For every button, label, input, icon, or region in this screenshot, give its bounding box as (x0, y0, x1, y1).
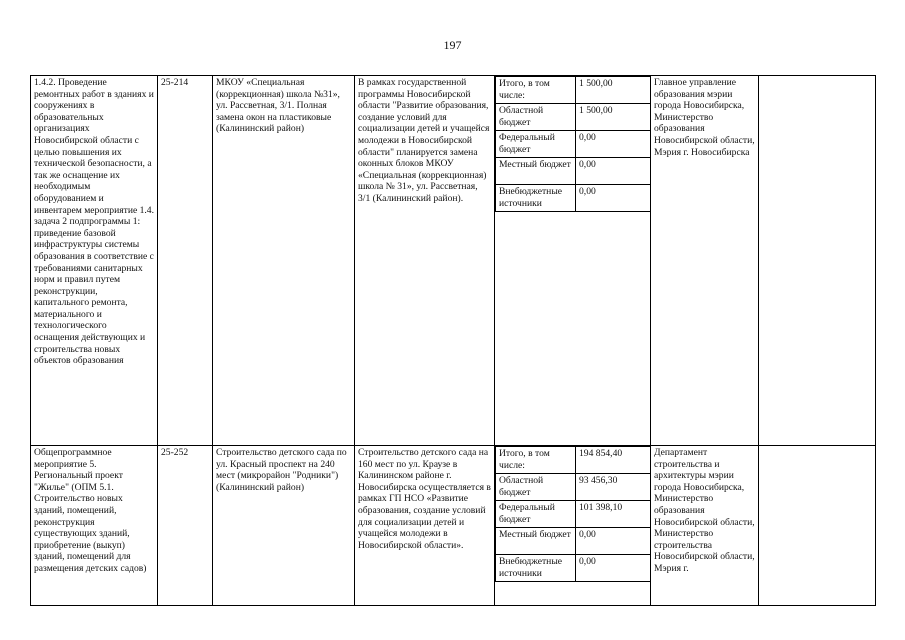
extra-cell (759, 76, 876, 446)
finance-value: 194 854,40 (576, 447, 651, 474)
table-row (31, 446, 876, 606)
finance-label: Областной бюджет (496, 104, 576, 131)
code-cell: 25-214 (158, 76, 213, 446)
finance-row (496, 77, 651, 104)
finance-table (495, 76, 651, 212)
finance-label: Местный бюджет (496, 158, 576, 185)
program-table (30, 75, 876, 606)
finance-table (495, 446, 651, 582)
finance-value: 1 500,00 (576, 77, 651, 104)
code-cell: 25-252 (158, 446, 213, 606)
finance-label: Областной бюджет (496, 474, 576, 501)
description-cell: Строительство детского сада на 160 мест по ул. Краузе в Калининском районе г. Новосибирска осуществляется в рамках ГП НСО «Развитие образования, создание условий для социализации детей и учащейся молодежи в Новосибирской области». (355, 446, 495, 606)
finance-value: 0,00 (576, 555, 651, 582)
finance-label: Местный бюджет (496, 528, 576, 555)
finance-row (496, 158, 651, 185)
object-cell: МКОУ «Специальная (коррекционная) школа №31», ул. Рассветная, 3/1. Полная замена окон на пластиковые (Калининский район) (213, 76, 355, 446)
object-cell: Строительство детского сада по ул. Красный проспект на 240 мест (микрорайон "Родники") (Калининский район) (213, 446, 355, 606)
finance-value: 93 456,30 (576, 474, 651, 501)
finance-label: Внебюджетные источники (496, 185, 576, 212)
finance-value: 1 500,00 (576, 104, 651, 131)
finance-cell (495, 76, 651, 446)
finance-row (496, 185, 651, 212)
responsible-cell: Департамент строительства и архитектуры мэрии города Новосибирска, Министерство образования Новосибирской области, Министерство строительства Новосибирской области, Мэрия г. (651, 446, 759, 606)
finance-value: 0,00 (576, 185, 651, 212)
finance-row (496, 555, 651, 582)
description-cell: В рамках государственной программы Новосибирской области "Развитие образования, создание условий для социализации детей и учащейся молодежи в Новосибирской области" планируется замена оконных блоков МКОУ «Специальная (коррекционная) школа № 31», ул. Рассветная, 3/1 (Калининский район). (355, 76, 495, 446)
finance-cell (495, 446, 651, 606)
finance-row (496, 104, 651, 131)
finance-value: 0,00 (576, 528, 651, 555)
page-number: 197 (443, 38, 462, 52)
finance-row (496, 131, 651, 158)
activity-cell: Общепрограммное мероприятие 5. Региональный проект "Жилье" (ОПМ 5.1. Строительство новых зданий, помещений, реконструкция существующих зданий, приобретение (выкуп) зданий, помещений для размещения детских садов) (31, 446, 158, 606)
activity-cell: 1.4.2. Проведение ремонтных работ в зданиях и сооружениях в образовательных организациях Новосибирской области с целью повышения их технической безопасности, а так же оснащение их необходимым оборудованием и инвентарем мероприятие 1.4. задача 2 подпрограммы 1: приведение базовой инфраструктуры системы образования в соответствие с требованиями санитарных норм и правил путем реконструкции, капитального ремонта, материального и технологического оснащения действующих и строительства новых объектов образования (31, 76, 158, 446)
finance-row (496, 474, 651, 501)
finance-row (496, 447, 651, 474)
extra-cell (759, 446, 876, 606)
finance-value: 0,00 (576, 131, 651, 158)
finance-label: Итого, в том числе: (496, 447, 576, 474)
finance-value: 0,00 (576, 158, 651, 185)
finance-row (496, 501, 651, 528)
finance-row (496, 528, 651, 555)
finance-value: 101 398,10 (576, 501, 651, 528)
finance-label: Федеральный бюджет (496, 501, 576, 528)
finance-label: Итого, в том числе: (496, 77, 576, 104)
table-row (31, 76, 876, 446)
finance-label: Внебюджетные источники (496, 555, 576, 582)
finance-label: Федеральный бюджет (496, 131, 576, 158)
responsible-cell: Главное управление образования мэрии города Новосибирска, Министерство образования Новосибирской области, Мэрия г. Новосибирска (651, 76, 759, 446)
